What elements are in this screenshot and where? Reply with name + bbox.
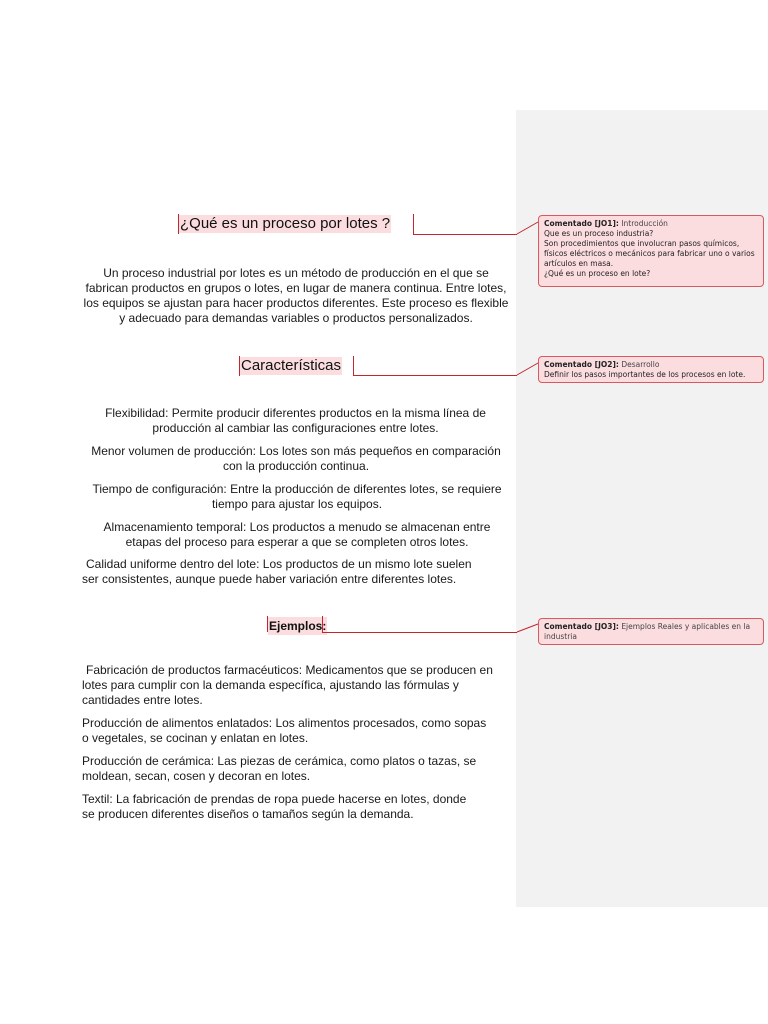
- example-item: Producción de cerámica: Las piezas de cerámica, como platos o tazas, se moldean, secan, cosen y decoran en lotes.: [82, 754, 477, 783]
- example-item: Textil: La fabricación de prendas de ropa puede hacerse en lotes, donde se producen diferentes diseños o tamaños según la demanda.: [82, 792, 467, 821]
- comment-anchor-start: [239, 356, 240, 376]
- comment-line: Definir los pasos importantes de los procesos en lote.: [544, 370, 746, 379]
- comment-line: Son procedimientos que involucran pasos químicos, físicos eléctricos o mecánicos para fabricar uno o varios artículos en masa.: [544, 239, 755, 268]
- characteristic-item: Calidad uniforme dentro del lote: Los productos de un mismo lote suelen ser consistentes, aunque puede haber variación entre diferentes lotes.: [82, 557, 472, 586]
- characteristic-item: Menor volumen de producción: Los lotes son más pequeños en comparación con la producción continua.: [91, 444, 501, 473]
- comment-jo1[interactable]: [538, 215, 764, 287]
- comment-anchor-end: [353, 356, 354, 376]
- comment-line: Que es un proceso industria?: [544, 229, 654, 238]
- comment-anchor-end: [322, 616, 323, 632]
- comment-line: ¿Qué es un proceso en lote?: [544, 269, 651, 278]
- characteristic-item: Tiempo de configuración: Entre la producción de diferentes lotes, se requiere tiempo para ajustar los equipos.: [92, 482, 502, 511]
- comment-tag: Introducción: [621, 219, 668, 228]
- comment-anchor-start: [267, 616, 268, 632]
- comment-anchor-line: [413, 234, 517, 235]
- heading-ejemplos[interactable]: Ejemplos:: [269, 619, 327, 633]
- example-item: Producción de alimentos enlatados: Los alimentos procesados, como sopas o vegetales, se cocinan y enlatan en lotes.: [82, 716, 487, 745]
- characteristic-item: Flexibilidad: Permite producir diferentes productos en la misma línea de producción al cambiar las configuraciones entre lotes.: [105, 406, 486, 435]
- comment-tag: Desarrollo: [621, 360, 660, 369]
- example-item: Fabricación de productos farmacéuticos: Medicamentos que se producen en lotes para cumplir con la demanda específica, ajustando las fórmulas y cantidades entre lotes.: [82, 663, 493, 707]
- comment-anchor-line: [353, 375, 517, 376]
- comment-author: Comentado [JO3]:: [544, 622, 619, 631]
- comment-jo3[interactable]: [538, 618, 764, 645]
- comment-jo2[interactable]: [538, 356, 764, 383]
- heading-que-es[interactable]: ¿Qué es un proceso por lotes ?: [180, 215, 391, 232]
- comment-author: Comentado [JO2]:: [544, 360, 619, 369]
- characteristic-item: Almacenamiento temporal: Los productos a menudo se almacenan entre etapas del proceso para esperar a que se completen otros lotes.: [103, 520, 491, 549]
- comment-tag: Ejemplos Reales y aplicables en la industria: [544, 622, 751, 641]
- intro-paragraph: Un proceso industrial por lotes es un método de producción en el que se fabrican productos en grupos o lotes, en lugar de manera continua. Entre lotes, los equipos se ajustan para hacer productos diferentes. Este proceso es flexible y adecuado para demandas variables o productos personalizados.: [83, 266, 509, 325]
- comment-anchor-end: [413, 214, 414, 234]
- comment-anchor-line: [322, 632, 517, 633]
- comment-author: Comentado [JO1]:: [544, 219, 619, 228]
- comment-anchor-start: [178, 214, 179, 234]
- heading-caracteristicas[interactable]: Características: [241, 357, 342, 374]
